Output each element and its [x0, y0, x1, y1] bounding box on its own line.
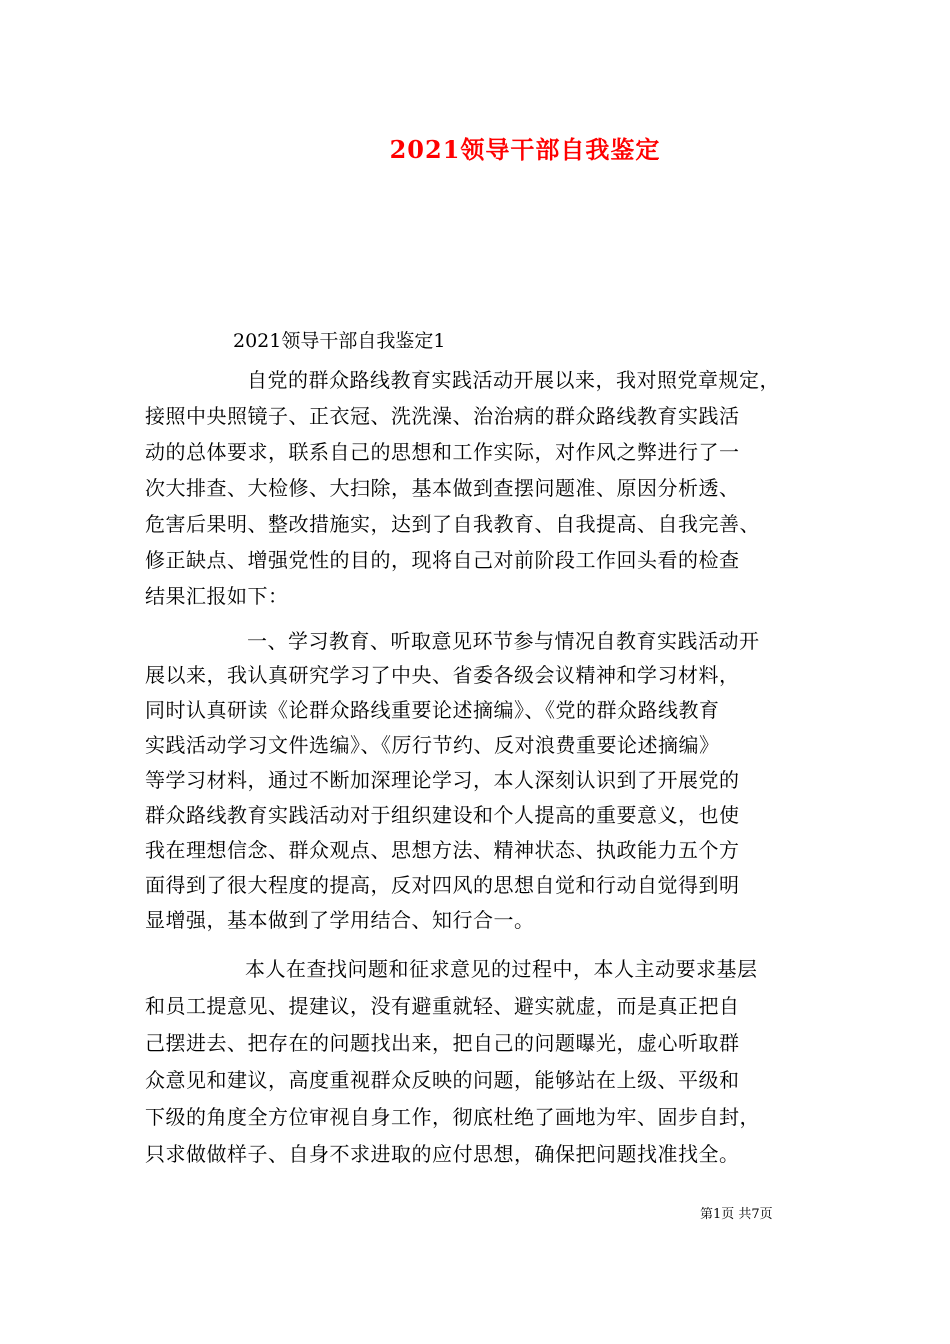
- body-line: 显增强，基本做到了学用结合、知行合一。: [145, 908, 535, 932]
- body-line: 自党的群众路线教育实践活动开展以来，我对照党章规定，: [247, 368, 780, 392]
- body-line: 群众路线教育实践活动对于组织建设和个人提高的重要意义，也使: [145, 803, 740, 827]
- body-line: 结果汇报如下：: [145, 584, 289, 608]
- body-line: 下级的角度全方位审视自身工作，彻底杜绝了画地为牢、固步自封，: [145, 1105, 760, 1129]
- body-line: 只求做做样子、自身不求进取的应付思想，确保把问题找准找全。: [145, 1142, 740, 1166]
- body-line: 己摆进去、把存在的问题找出来，把自己的问题曝光，虚心听取群: [145, 1031, 740, 1055]
- document-title: 2021领导干部自我鉴定: [389, 135, 661, 164]
- body-line: 一、学习教育、听取意见环节参与情况自教育实践活动开: [247, 629, 760, 653]
- body-line: 和员工提意见、提建议，没有避重就轻、避实就虚，而是真正把自: [145, 994, 740, 1018]
- body-line: 接照中央照镜子、正衣冠、洗洗澡、治治病的群众路线教育实践活: [145, 404, 740, 428]
- body-line: 众意见和建议，高度重视群众反映的问题，能够站在上级、平级和: [145, 1068, 740, 1092]
- body-line: 面得到了很大程度的提高，反对四风的思想自觉和行动自觉得到明: [145, 873, 740, 897]
- body-line: 等学习材料，通过不断加深理论学习，本人深刻认识到了开展党的: [145, 768, 740, 792]
- page-number: 第1页 共7页: [700, 1207, 773, 1222]
- document-subtitle: 2021领导干部自我鉴定1: [233, 330, 446, 352]
- body-line: 次大排查、大检修、大扫除，基本做到查摆问题准、原因分析透、: [145, 476, 740, 500]
- body-line: 动的总体要求，联系自己的思想和工作实际，对作风之弊进行了一: [145, 440, 740, 464]
- body-line: 本人在查找问题和征求意见的过程中，本人主动要求基层: [245, 957, 758, 981]
- body-line: 实践活动学习文件选编》、《厉行节约、反对浪费重要论述摘编》: [145, 733, 720, 757]
- body-line: 危害后果明、整改措施实，达到了自我教育、自我提高、自我完善、: [145, 512, 760, 536]
- body-line: 我在理想信念、群众观点、思想方法、精神状态、执政能力五个方: [145, 838, 740, 862]
- body-line: 展以来，我认真研究学习了中央、省委各级会议精神和学习材料，: [145, 663, 740, 687]
- body-line: 修正缺点、增强党性的目的，现将自己对前阶段工作回头看的检查: [145, 548, 740, 572]
- body-line: 同时认真研读《论群众路线重要论述摘编》、《党的群众路线教育: [145, 698, 720, 722]
